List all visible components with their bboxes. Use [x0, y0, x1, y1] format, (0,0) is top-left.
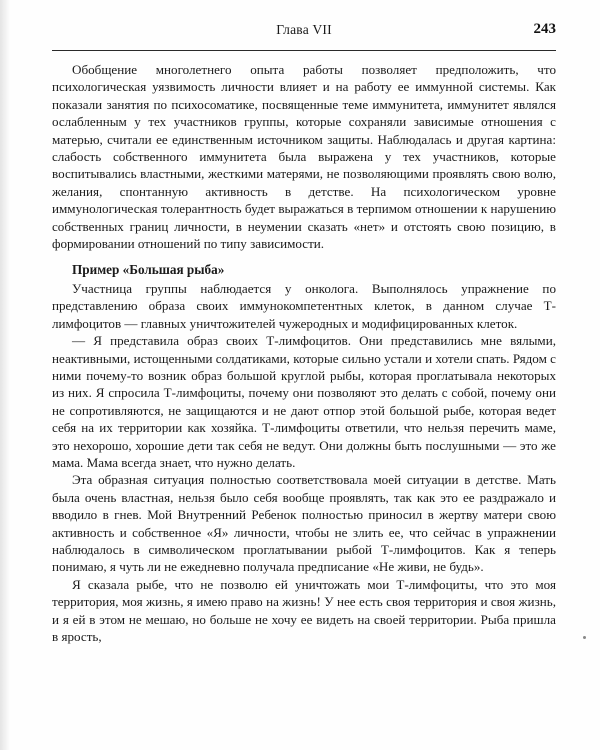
body-text-column: [52, 61, 556, 645]
paragraph-reflection: Эта образная ситуация полностью соответствовала моей ситуации в детстве. Мать была очень властная, нельзя было себя вообще проявлять, так как это ее раздражало и вводило в гнев. Мой Внутренний Ребенок полностью приносил в жертву матери свою активность и собственное «Я» личности, чтобы не злить ее, что сейчас в упражнении наблюдалось в символическом проглатывании рыбой Т-лимфоцитов. Как я теперь понимаю, я чуть ли не ежедневно получала предписание «Не живи, не будь».: [52, 472, 556, 575]
page-edge-mark: [583, 636, 586, 639]
page-number: 243: [533, 21, 556, 37]
page-gutter-shadow: [0, 0, 10, 750]
paragraph-speech: — Я представила образ своих Т-лимфоцитов. Они представились мне вялыми, неактивными, истощенными солдатиками, которые сильно устали и хотели спать. Рядом с ними почему-то возник образ большой круглой рыбы, которая проглатывала некоторых из них. Я спросила Т-лимфоциты, почему они позволяют это делать с собой, почему они не сопротивляются, не защищаются и не дают отпор этой большой рыбе, которая ведет себя на их территории как хозяйка. Т-лимфоциты ответили, что нельзя перечить маме, это нехорошо, хорошие дети так себя не ведут. Они должны быть послушными — это же мама. Мама всегда знает, что нужно делать.: [52, 333, 556, 470]
paragraph-closing: Я сказала рыбе, что не позволю ей уничтожать мои Т-лимфоциты, что это моя территория, моя жизнь, я имею право на жизнь! У нее есть своя территория и своя жизнь, и я ей в этом не мешаю, но больше не хочу ее видеть на своей территории. Рыба пришла в ярость,: [52, 576, 556, 644]
chapter-title: Глава VII: [276, 22, 332, 37]
paragraph-intro: Обобщение многолетнего опыта работы позволяет предположить, что психологическая уязвимость личности влияет и на работу ее иммунной системы. Как показали занятия по психосоматике, посвященные теме иммунитета, иммунитет являлся ослабленным у тех участников группы, которые сохраняли зависимые отношения с матерью, считали ее единственным источником защиты. Наблюдалась и другая картина: слабость собственного иммунитета была выражена у тех участников, которые воспитывались властными, жесткими матерями, не позволяющими проявлять свою волю, желания, спонтанную активность в детстве. На психологическом уровне иммунологическая толерантность будет выражаться в терпимом отношении к нарушению собственных границ личности, в неумении сказать «нет» и отстоять свою позицию, в формировании отношений по типу зависимости.: [52, 62, 556, 252]
paragraph-case-intro: Участница группы наблюдается у онколога. Выполнялось упражнение по представлению образа своих иммунокомпетентных клеток, в данном случае Т-лимфоцитов — главных уничтожителей чужеродных и модифицированных клеток.: [52, 280, 556, 331]
running-head: [52, 22, 556, 44]
header-rule: [52, 50, 556, 51]
section-subheading: Пример «Большая рыба»: [72, 262, 225, 278]
